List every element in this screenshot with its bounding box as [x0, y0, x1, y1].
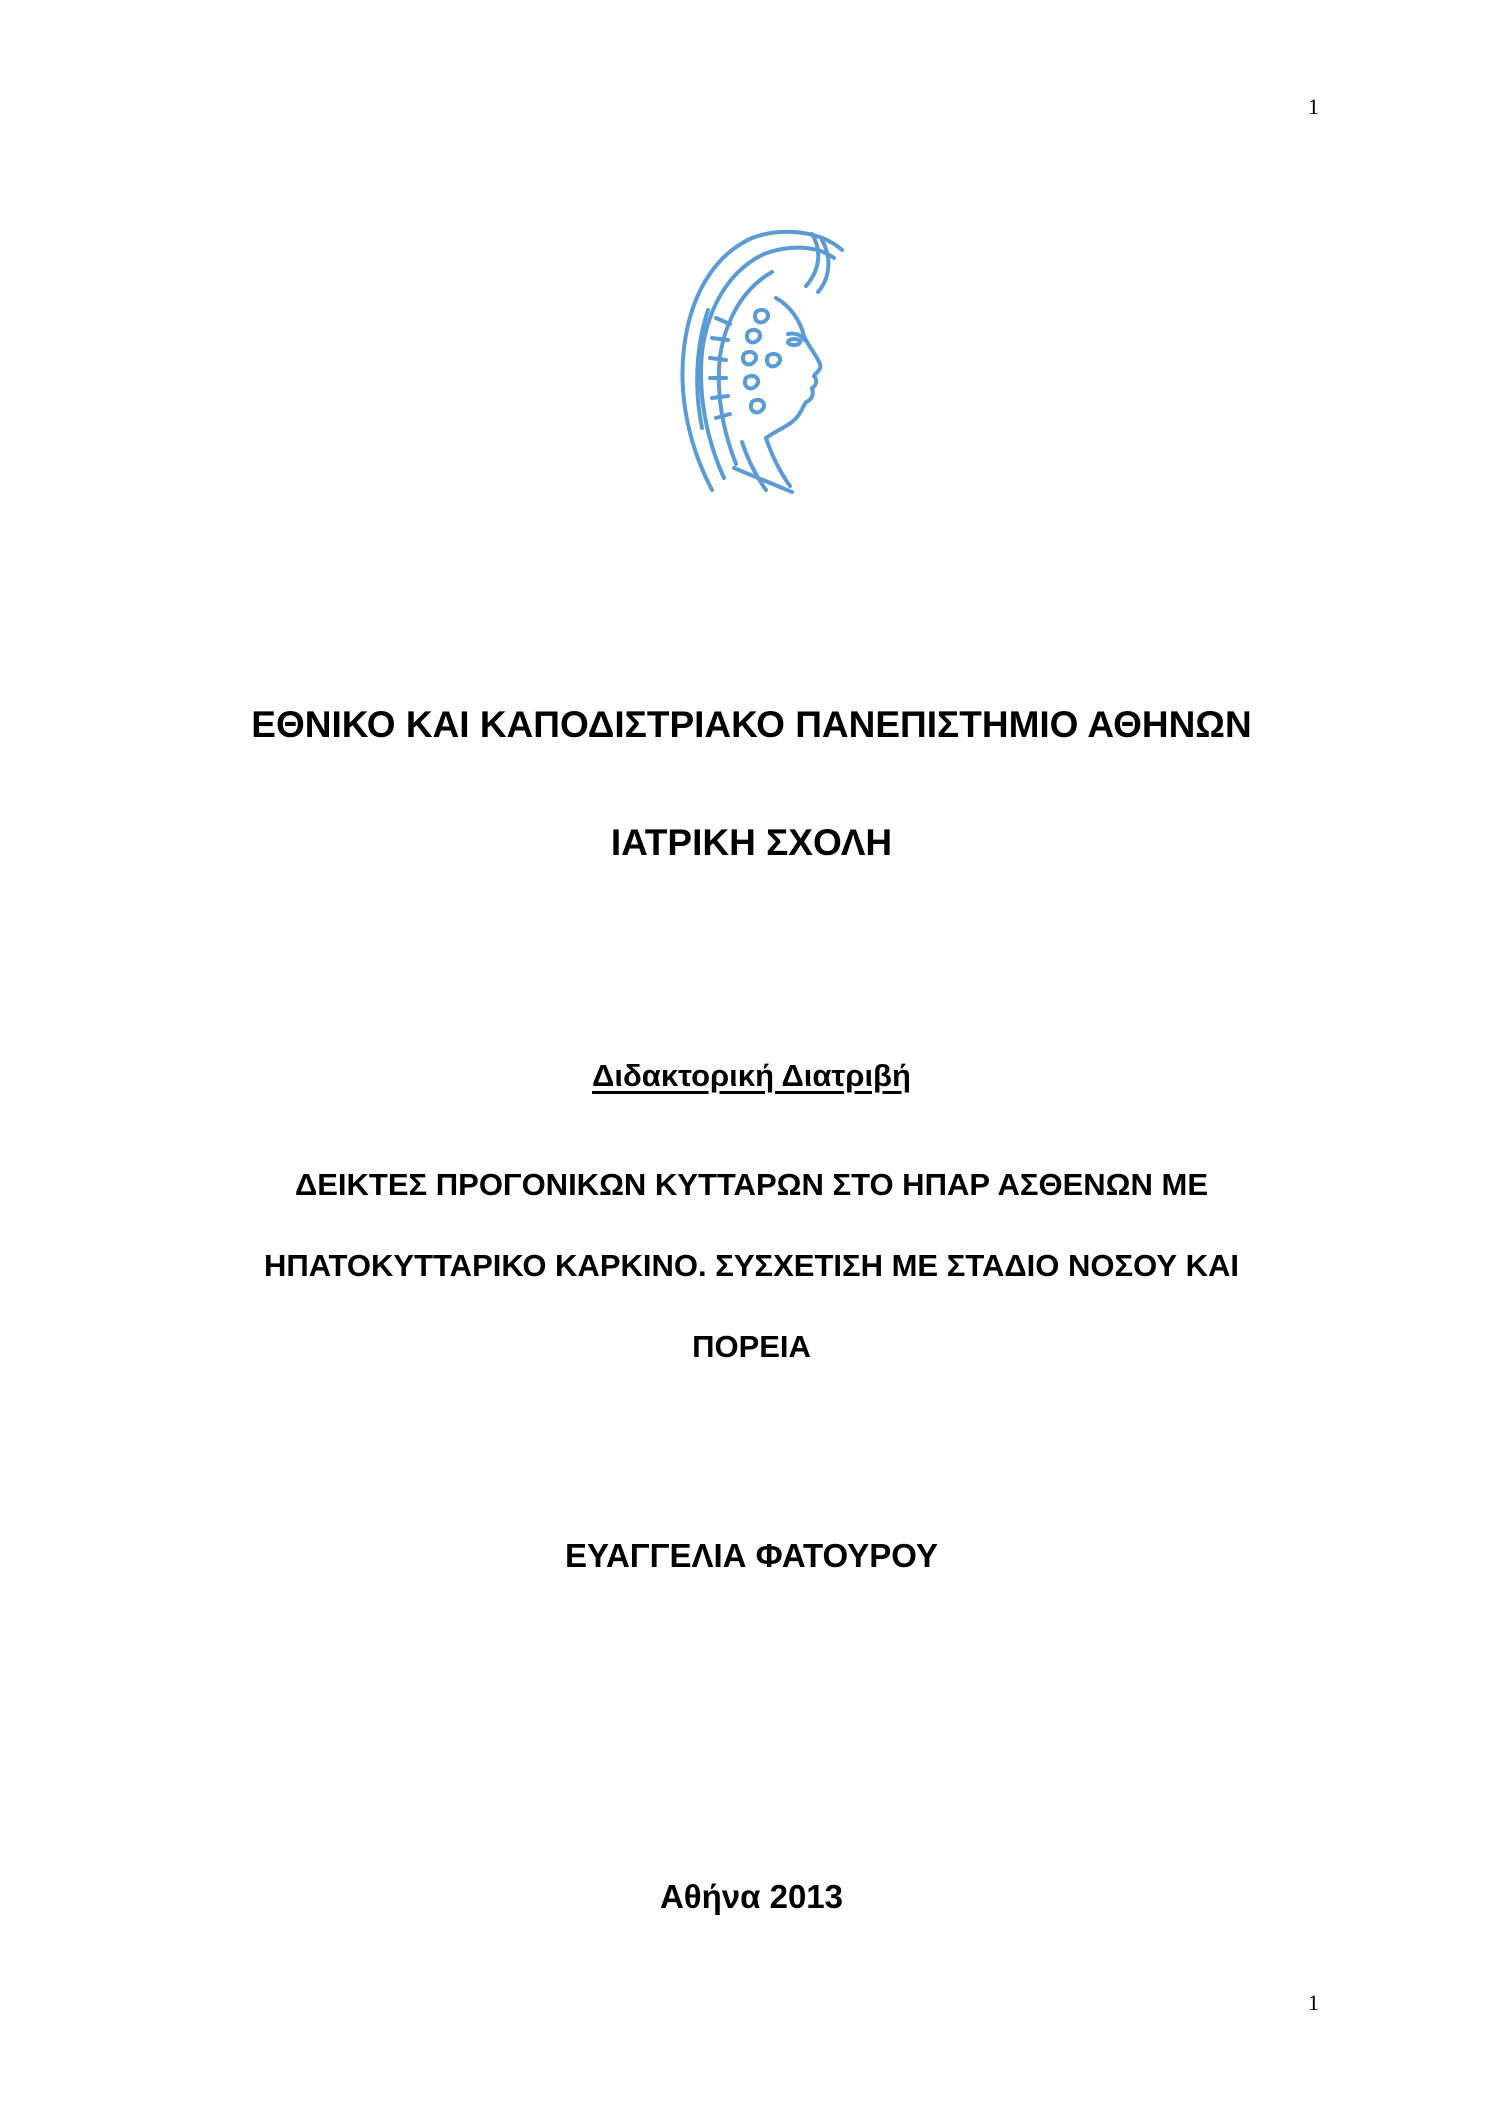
page-number-top: 1	[1308, 94, 1319, 119]
thesis-type-label: Διδακτορική Διατριβή	[592, 1058, 911, 1093]
author-name: ΕΥΑΓΓΕΛΙΑ ΦΑΤΟΥΡΟΥ	[564, 1537, 939, 1574]
thesis-title-line-1: ΔΕΙΚΤΕΣ ΠΡΟΓΟΝΙΚΩΝ ΚΥΤΤΑΡΩΝ ΣΤΟ ΗΠΑΡ ΑΣΘΕΝΩΝ ΜΕ	[294, 1167, 1209, 1202]
place-and-date: Αθήνα 2013	[659, 1878, 844, 1915]
school-name: ΙΑΤΡΙΚΗ ΣΧΟΛΗ	[610, 822, 893, 863]
page-number-bottom: 1	[1308, 1990, 1319, 2015]
athena-head-icon	[672, 228, 854, 496]
thesis-title-line-2: ΗΠΑΤΟΚΥΤΤΑΡΙΚΟ ΚΑΡΚΙΝΟ. ΣΥΣΧΕΤΙΣΗ ΜΕ ΣΤΑΔΙΟ ΝΟΣΟΥ ΚΑΙ	[263, 1248, 1240, 1283]
thesis-type	[0, 1058, 1489, 1094]
university-name: ΕΘΝΙΚΟ ΚΑΙ ΚΑΠΟΔΙΣΤΡΙΑΚΟ ΠΑΝΕΠΙΣΤΗΜΙΟ ΑΘΗΝΩΝ	[251, 704, 1252, 745]
thesis-title-line-3: ΠΟΡΕΙΑ	[692, 1329, 811, 1364]
